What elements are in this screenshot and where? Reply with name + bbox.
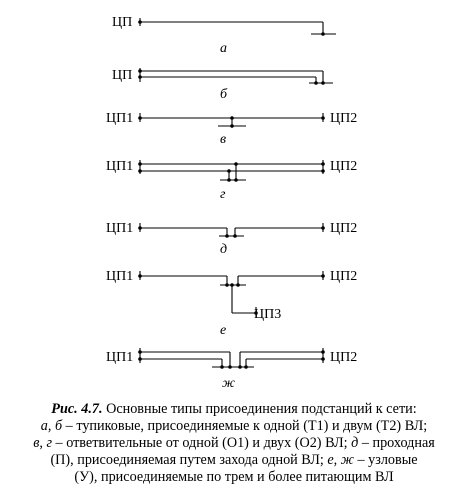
- figure-number: Рис. 4.7.: [51, 401, 103, 417]
- caption-text: (У), присоединяемые по трем и более питающим ВЛ: [74, 469, 394, 485]
- diagram-v: [106, 111, 357, 147]
- caption-text: – тупиковые, присоединяемые к одной (Т1) и двум (Т2) ВЛ;: [62, 418, 428, 434]
- cp1-label: ЦП1: [106, 159, 134, 174]
- caption-text: – проходная: [358, 435, 435, 451]
- caption-letter: д: [351, 435, 359, 451]
- diagram-letter-g: г: [220, 187, 226, 202]
- cp1-label: ЦП1: [106, 269, 134, 284]
- cp2-label: ЦП2: [330, 221, 358, 236]
- caption-letter: в: [33, 435, 40, 451]
- diagram-letter-d: д: [220, 242, 228, 257]
- diagram-a: [112, 15, 336, 56]
- figure-caption: [8, 401, 460, 486]
- caption-letter: г: [46, 435, 52, 451]
- diagram-letter-v: в: [220, 132, 227, 147]
- caption-text: ,: [39, 435, 47, 451]
- diagram-letter-b: б: [220, 87, 228, 102]
- caption-text: – ответвительные от одной (О1) и двух (О2) ВЛ;: [52, 435, 352, 451]
- diagram-e: [106, 269, 357, 338]
- cp1-label: ЦП1: [106, 111, 134, 126]
- diagram-g: [106, 159, 357, 202]
- diagram-letter-e: е: [220, 323, 227, 338]
- cp2-label: ЦП2: [330, 269, 358, 284]
- cp2-label: ЦП2: [330, 111, 358, 126]
- diagram-d: [106, 221, 357, 257]
- cp3-label: ЦП3: [254, 307, 282, 322]
- diagram-b: [112, 68, 333, 102]
- cp1-label: ЦП1: [106, 221, 134, 236]
- cp2-label: ЦП2: [330, 350, 358, 365]
- caption-text: (П), присоединяемая путем захода одной ВЛ;: [50, 452, 328, 468]
- caption-letter: а: [40, 418, 48, 434]
- cp-label: ЦП: [112, 15, 133, 30]
- diagram-letter-zh: ж: [222, 376, 236, 391]
- cp1-label: ЦП1: [106, 350, 134, 365]
- caption-text: – узловые: [353, 452, 418, 468]
- caption-text: ,: [333, 452, 341, 468]
- cp2-label: ЦП2: [330, 159, 358, 174]
- diagram-letter-a: а: [220, 41, 227, 56]
- caption-letter: б: [54, 418, 63, 434]
- caption-text: ,: [47, 418, 55, 434]
- caption-letter: ж: [340, 452, 354, 468]
- diagram-zh: [106, 348, 357, 391]
- caption-title: Основные типы присоединения подстанций к сети:: [102, 401, 417, 417]
- cp-label: ЦП: [112, 68, 133, 83]
- caption-letter: е: [327, 452, 334, 468]
